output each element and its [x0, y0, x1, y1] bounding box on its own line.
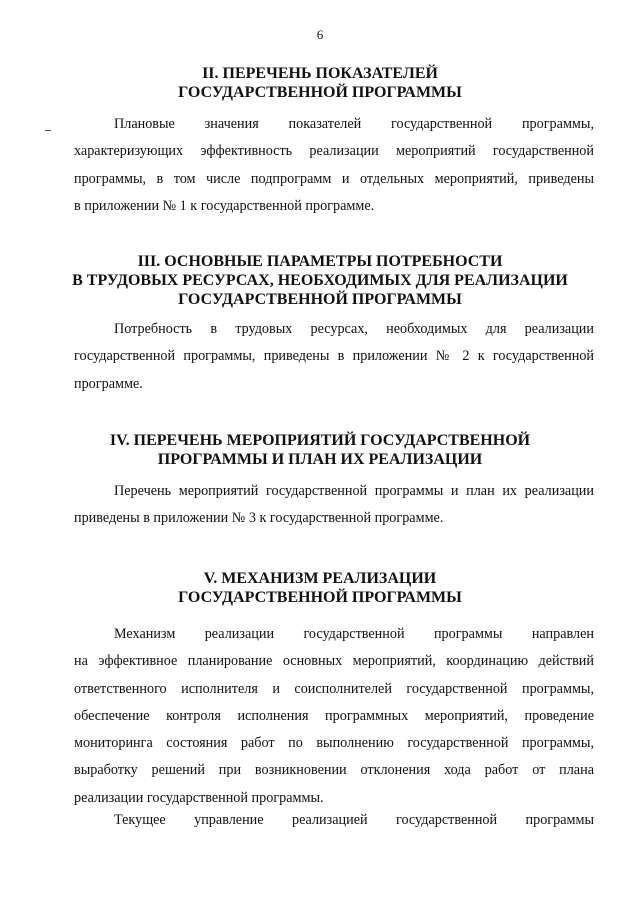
paragraph-line: на эффективное планирование основных мероприятий, координацию действий — [74, 653, 594, 670]
section-4-heading-line-2: ПРОГРАММЫ И ПЛАН ИХ РЕАЛИЗАЦИИ — [157, 451, 483, 468]
section-3-heading-line-3: ГОСУДАРСТВЕННОЙ ПРОГРАММЫ — [178, 291, 462, 308]
section-4-heading-line-1: IV. ПЕРЕЧЕНЬ МЕРОПРИЯТИЙ ГОСУДАРСТВЕННОЙ — [109, 432, 531, 449]
paragraph-line: ответственного исполнителя и соисполнителей государственной программы, — [74, 680, 594, 697]
paragraph-line: программы, в том числе подпрограмм и отдельных мероприятий, приведены — [74, 170, 594, 187]
section-2-heading-line-2: ГОСУДАРСТВЕННОЙ ПРОГРАММЫ — [178, 84, 462, 101]
margin-mark — [45, 130, 51, 131]
section-3-heading — [0, 252, 640, 309]
section-5-heading — [0, 569, 640, 607]
paragraph-line: Плановые значения показателей государственной программы, — [114, 116, 594, 132]
paragraph-line: Текущее управление реализацией государственной программы — [114, 812, 594, 828]
section-5-continuation — [74, 807, 594, 834]
section-2-heading-line-1: II. ПЕРЕЧЕНЬ ПОКАЗАТЕЛЕЙ — [202, 65, 438, 82]
paragraph-line: программе. — [74, 375, 143, 392]
paragraph-line: приведены в приложении № 3 к государственной программе. — [74, 510, 444, 527]
paragraph-line: Потребность в трудовых ресурсах, необходимых для реализации — [114, 321, 594, 337]
section-3-paragraph — [74, 316, 594, 398]
section-2-paragraph — [74, 111, 594, 220]
paragraph-line: Перечень мероприятий государственной программы и план их реализации — [114, 483, 594, 499]
section-2-heading — [0, 64, 640, 102]
paragraph-line: реализации государственной программы. — [74, 789, 324, 806]
section-4-heading — [0, 431, 640, 469]
section-3-heading-line-1: III. ОСНОВНЫЕ ПАРАМЕТРЫ ПОТРЕБНОСТИ — [137, 253, 503, 270]
paragraph-line: обеспечение контроля исполнения программных мероприятий, проведение — [74, 707, 594, 724]
section-5-paragraph — [74, 621, 594, 812]
paragraph-line: в приложении № 1 к государственной программе. — [74, 197, 375, 214]
section-4-paragraph — [74, 478, 594, 533]
section-5-heading-line-1: V. МЕХАНИЗМ РЕАЛИЗАЦИИ — [203, 570, 437, 587]
paragraph-line: мониторинга состояния работ по выполнению государственной программы, — [74, 735, 594, 752]
section-5-heading-line-2: ГОСУДАРСТВЕННОЙ ПРОГРАММЫ — [178, 589, 462, 606]
section-3-heading-line-2: В ТРУДОВЫХ РЕСУРСАХ, НЕОБХОДИМЫХ ДЛЯ РЕАЛИЗАЦИИ — [72, 272, 568, 289]
paragraph-line: характеризующих эффективность реализации мероприятий государственной — [74, 143, 594, 160]
paragraph-line: государственной программы, приведены в приложении № 2 к государственной — [74, 348, 594, 365]
paragraph-line: Механизм реализации государственной программы направлен — [114, 626, 594, 642]
paragraph-line: выработку решений при возникновении отклонения хода работ от плана — [74, 762, 594, 779]
page-number: 6 — [316, 27, 324, 42]
